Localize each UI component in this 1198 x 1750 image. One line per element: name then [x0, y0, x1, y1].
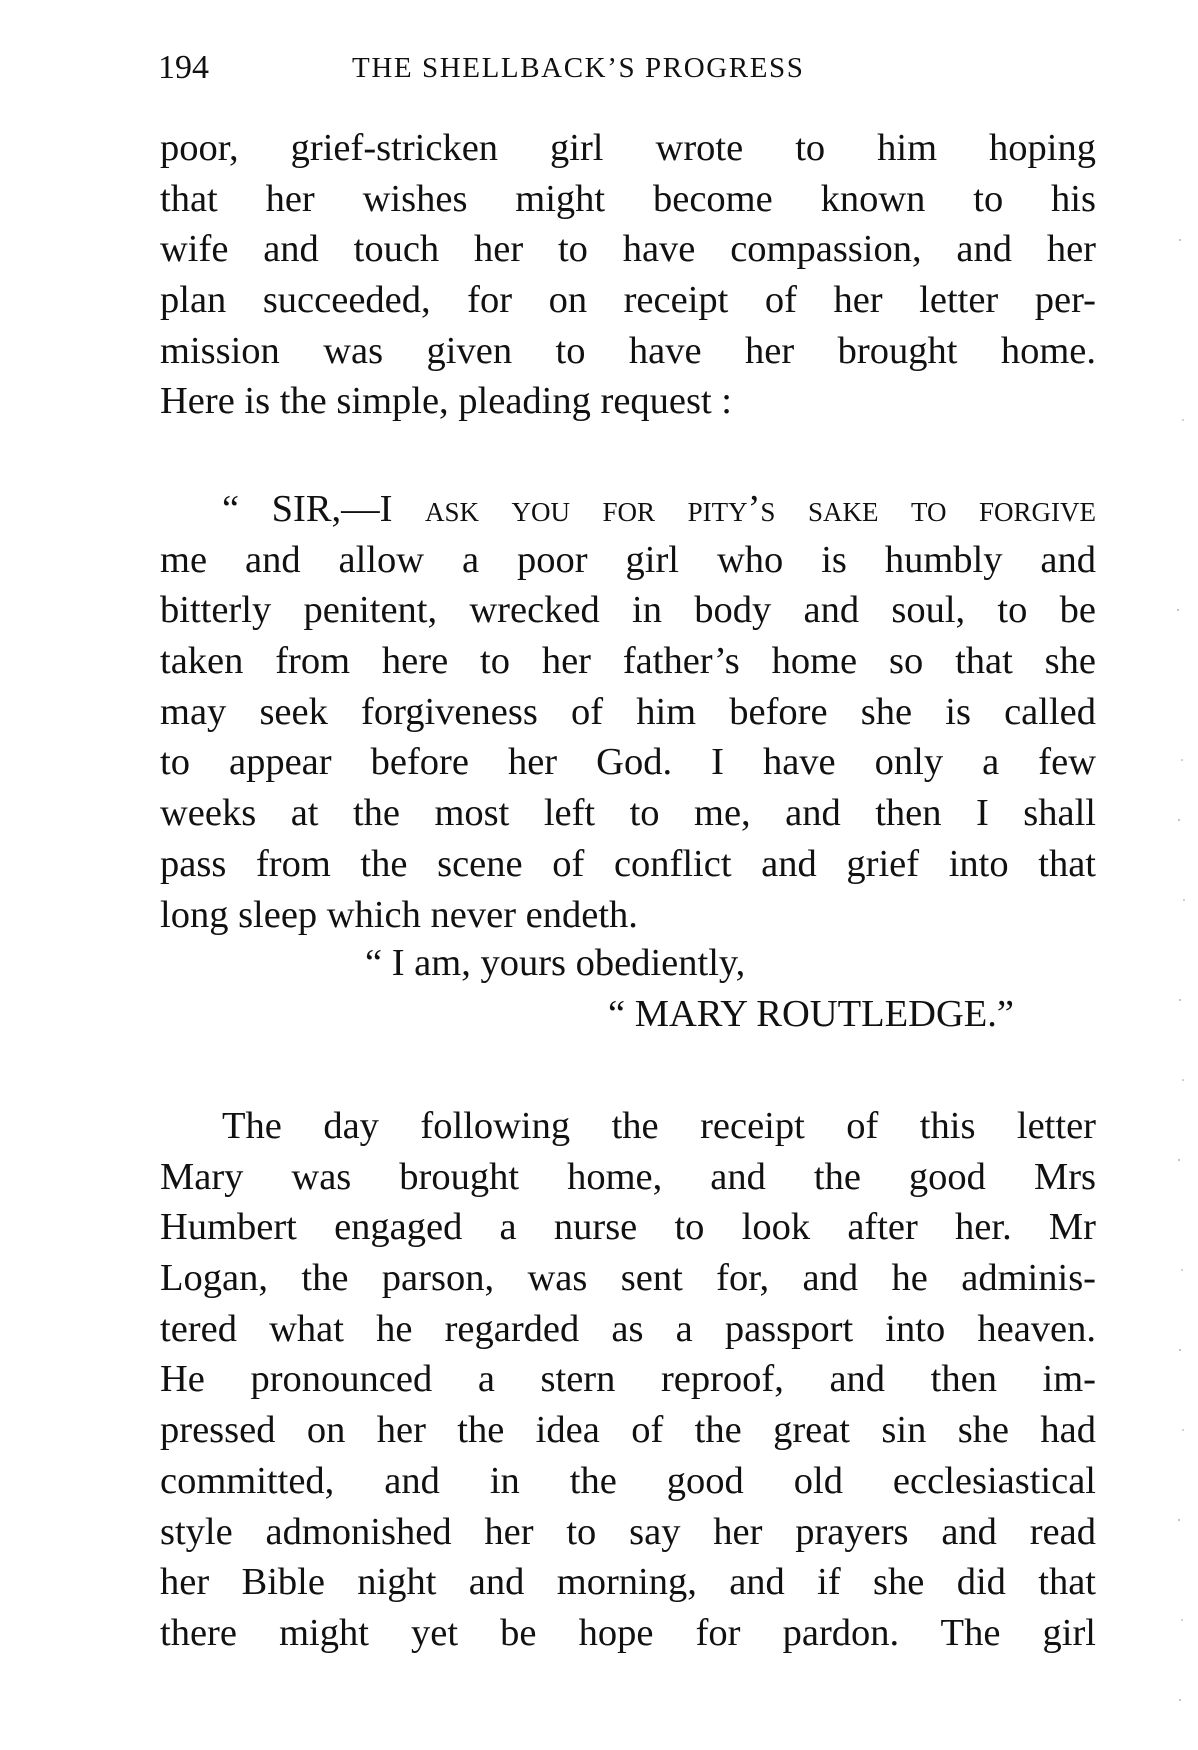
letter-closing: “ I am, yours obediently,: [365, 942, 746, 984]
text-line: The day following the receipt of this letter: [222, 1105, 1096, 1147]
text-line: pressed on her the idea of the great sin she had: [160, 1409, 1096, 1452]
letter-line: taken from here to her father’s home so that she: [160, 640, 1096, 683]
text-line: style admonished her to say her prayers and read: [160, 1510, 1096, 1553]
letter-line: “ SIR,—I ask you for pity’s sake to forgive: [222, 488, 1096, 530]
text-line: that her wishes might become known to his: [160, 177, 1096, 220]
text-line: there might yet be hope for pardon. The girl: [160, 1611, 1096, 1654]
letter-line: bitterly penitent, wrecked in body and soul, to be: [160, 589, 1096, 632]
letter-signature: “ MARY ROUTLEDGE.”: [608, 993, 1014, 1035]
paragraph: [160, 1101, 1096, 1659]
text-line: He pronounced a stern reproof, and then im-: [160, 1358, 1096, 1401]
text-line: Humbert engaged a nurse to look after her. Mr: [160, 1206, 1096, 1249]
page-edge-specks: [1168, 0, 1198, 1750]
letter-body: [160, 484, 1096, 940]
running-title: THE SHELLBACK’S PROGRESS: [352, 52, 805, 84]
letter-line: long sleep which never endeth.: [160, 893, 638, 936]
text-line: poor, grief-stricken girl wrote to him hoping: [160, 127, 1096, 169]
letter-line: to appear before her God. I have only a few: [160, 741, 1096, 784]
text-line: her Bible night and morning, and if she did that: [160, 1561, 1096, 1604]
text-line: committed, and in the good old ecclesiastical: [160, 1459, 1096, 1502]
text-line: tered what he regarded as a passport into heaven.: [160, 1307, 1096, 1350]
text-line: plan succeeded, for on receipt of her letter per-: [160, 279, 1096, 322]
page-number: 194: [158, 49, 209, 86]
text-line: wife and touch her to have compassion, and her: [160, 228, 1096, 271]
letter-line: weeks at the most left to me, and then I shall: [160, 792, 1096, 835]
letter-line: may seek forgiveness of him before she is called: [160, 690, 1096, 733]
text-line: Logan, the parson, was sent for, and he adminis-: [160, 1257, 1096, 1300]
letter-line: pass from the scene of conflict and grief into that: [160, 842, 1096, 885]
running-head: [158, 46, 938, 90]
paragraph-continued: [160, 123, 1096, 427]
letter-line: me and allow a poor girl who is humbly and: [160, 538, 1096, 581]
text-line: mission was given to have her brought home.: [160, 329, 1096, 372]
text-line: Here is the simple, pleading request :: [160, 380, 732, 423]
text-line: Mary was brought home, and the good Mrs: [160, 1155, 1096, 1198]
